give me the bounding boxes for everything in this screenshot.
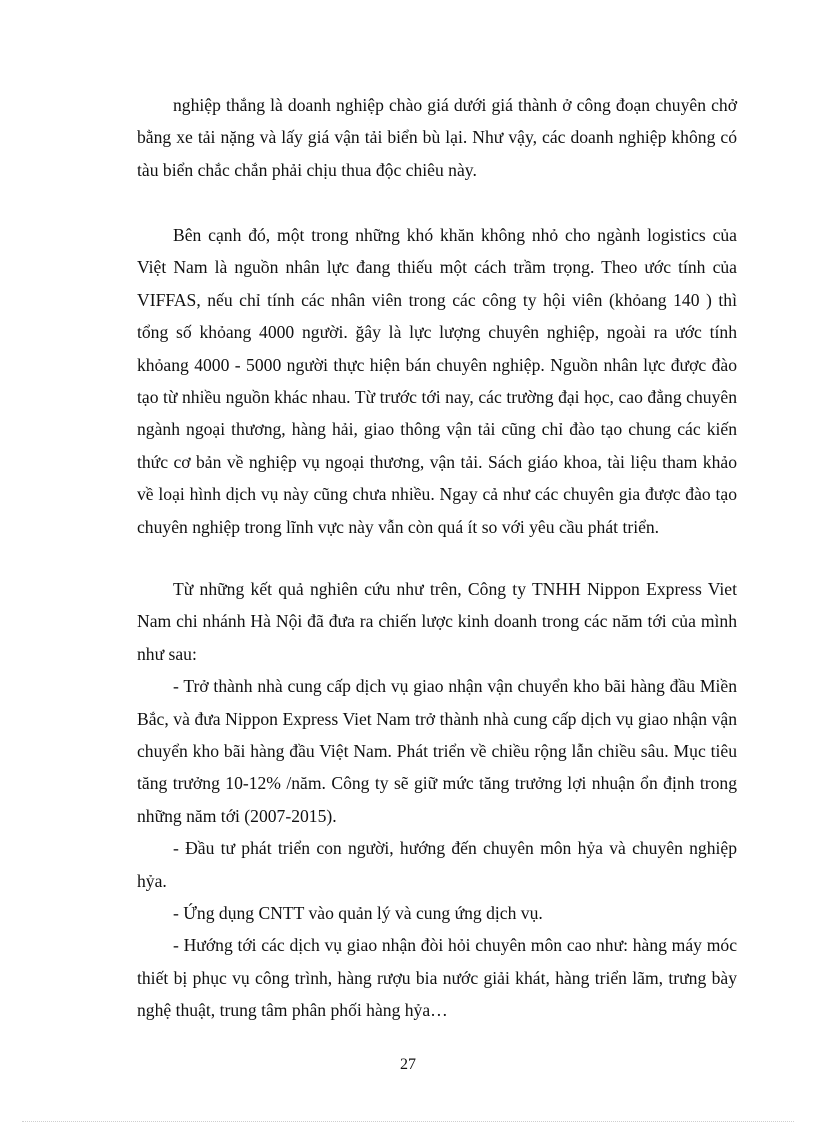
paragraph-1: nghiệp thắng là doanh nghiệp chào giá dưới giá thành ở công đoạn chuyên chở bằng xe tải nặng và lấy giá vận tải biển bù lại. Như vậy, các doanh nghiệp không có tàu biển chắc chắn phải chịu thua độc chiêu này.	[137, 95, 737, 180]
bullet-item-3: - Ứng dụng CNTT vào quản lý và cung ứng dịch vụ.	[173, 903, 543, 924]
paragraph-2: Bên cạnh đó, một trong những khó khăn không nhỏ cho ngành logistics của Việt Nam là nguồn nhân lực đang thiếu một cách trầm trọng. Theo ước tính của VIFFAS, nếu chỉ tính các nhân viên trong các công ty hội viên (khỏang 140 ) thì tổng số khỏang 4000 người. ğây là lực lượng chuyên nghiệp, ngoài ra ước tính khỏang 4000 - 5000 người thực hiện bán chuyên nghiệp. Nguồn nhân lực được đào tạo từ nhiều nguồn khác nhau. Từ trước tới nay, các trường đại học, cao đẳng chuyên ngành ngoại thương, hàng hải, giao thông vận tải cũng chỉ đào tạo chung các kiến thức cơ bản về nghiệp vụ ngoại thương, vận tải. Sách giáo khoa, tài liệu tham khảo về loại hình dịch vụ này cũng chưa nhiều. Ngay cả như các chuyên gia được đào tạo chuyên nghiệp trong lĩnh vực này vẫn còn quá ít so với yêu cầu phát triển.	[137, 225, 737, 537]
page-bottom-divider	[22, 1121, 794, 1122]
paragraph-3: Từ những kết quả nghiên cứu như trên, Công ty TNHH Nippon Express Viet Nam chi nhánh Hà Nội đã đưa ra chiến lược kinh doanh trong các năm tới của mình như sau:	[137, 579, 737, 664]
bullet-item-4: - Hướng tới các dịch vụ giao nhận đòi hỏi chuyên môn cao như: hàng máy móc thiết bị phục vụ công trình, hàng rượu bia nước giải khát, hàng triển lãm, trưng bày nghệ thuật, trung tâm phân phối hàng hỷa…	[137, 935, 737, 1021]
body-text-block-1	[137, 89, 737, 186]
page-number: 27	[400, 1056, 416, 1073]
bullet-item-1: - Trở thành nhà cung cấp dịch vụ giao nhận vận chuyển kho bãi hàng đầu Miền Bắc, và đưa Nippon Express Viet Nam trở thành nhà cung cấp dịch vụ giao nhận vận chuyển kho bãi hàng đầu Việt Nam. Phát triển về chiều rộng lẫn chiều sâu. Mục tiêu tăng trưởng 10-12% /năm. Công ty sẽ giữ mức tăng trưởng lợi nhuận ổn định trong những năm tới (2007-2015).	[137, 676, 737, 826]
body-text-block-2	[137, 219, 737, 543]
body-text-block-3	[137, 573, 737, 1027]
bullet-item-2: - Đầu tư phát triển con người, hướng đến chuyên môn hỷa và chuyên nghiệp hỷa.	[137, 838, 737, 891]
